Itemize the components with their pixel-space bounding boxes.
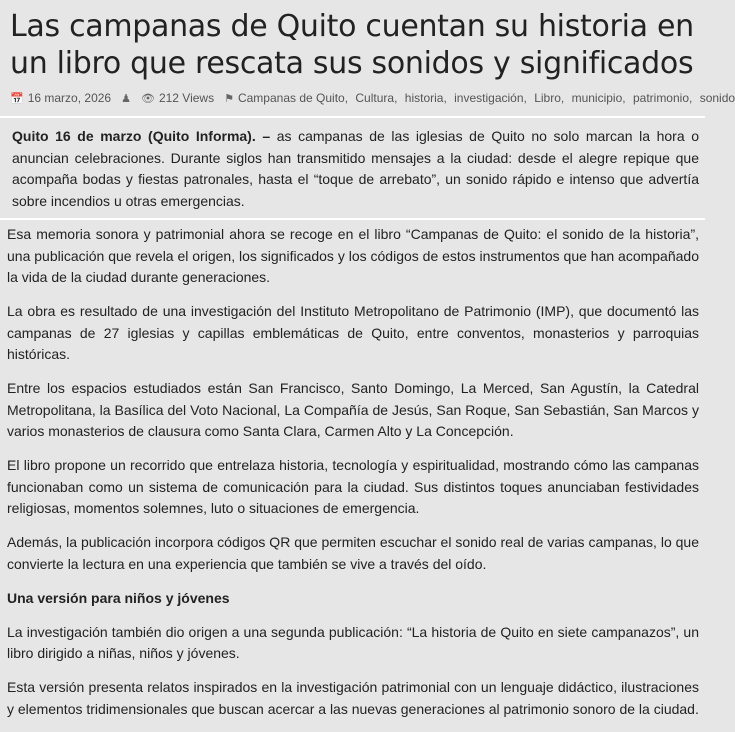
article-title: Las campanas de Quito cuentan su historia en un libro que rescata sus sonidos y significados (10, 9, 694, 81)
views-icon: 👁 (140, 92, 155, 105)
tag-link[interactable]: Cultura (355, 91, 395, 105)
author-icon[interactable]: ♟ (121, 92, 131, 105)
lead-text: as campanas de las iglesias de Quito no solo marcan la hora o anuncian celebraciones. Durante siglos han transmitido mensajes a la ciudad: desde el alegre repique que acompaña bodas y fiestas patronales, hasta el “toque de arrebato”, un sonido rápido e intenso que advertía sobre incendios u otras emergencias. (12, 128, 699, 209)
body-paragraph: Además, la publicación incorpora códigos QR que permiten escuchar el sonido real de varias campanas, lo que convierte la lectura en una experiencia que también se vive a través del oído. (7, 534, 699, 572)
tag-link[interactable]: sonido (699, 91, 735, 105)
article-body (0, 220, 705, 720)
tags-icon: ⚑ (224, 92, 234, 105)
calendar-icon: 📅 (10, 92, 24, 105)
tag-link[interactable]: historia (404, 91, 444, 105)
tag-link[interactable]: investigación (454, 91, 524, 105)
body-paragraph: Entre los espacios estudiados están San Francisco, Santo Domingo, La Merced, San Agustín, la Catedral Metropolitana, la Basílica del Voto Nacional, La Compañía de Jesús, San Roque, San Sebastián, San Marcos y varios monasterios de clausura como Santa Clara, Carmen Alto y La Concepción. (7, 380, 699, 439)
article-meta (0, 82, 735, 108)
section-subheading: Una versión para niños y jóvenes (7, 589, 230, 606)
body-paragraph: La obra es resultado de una investigación del Instituto Metropolitano de Patrimonio (IMP), que documentó las campanas de 27 iglesias y capillas emblemáticas de Quito, entre conventos, monasterios y parroquias históricas. (7, 303, 699, 362)
article-views: 212 Views (158, 91, 215, 105)
lead-dateline: Quito 16 de marzo (Quito Informa). – (12, 128, 271, 144)
body-paragraph: Esta versión presenta relatos inspirados en la investigación patrimonial con un lenguaje didáctico, ilustraciones y elementos tridimensionales que buscan acercar a las nuevas generaciones al patrimonio sonoro de la ciudad. (7, 679, 699, 717)
article-lead (0, 118, 705, 218)
body-paragraph: Esa memoria sonora y patrimonial ahora se recoge en el libro “Campanas de Quito: el sonido de la historia”, una publicación que revela el origen, los significados y los códigos de estos instrumentos que han acompañado la vida de la ciudad durante generaciones. (7, 226, 699, 285)
body-paragraph: El libro propone un recorrido que entrelaza historia, tecnología y espiritualidad, mostrando cómo las campanas funcionaban como un sistema de comunicación para la ciudad. Sus distintos toques anunciaban festividades religiosas, momentos solemnes, luto o situaciones de emergencia. (7, 457, 699, 516)
tag-link[interactable]: patrimonio (632, 91, 689, 105)
tag-link[interactable]: Campanas de Quito (237, 91, 345, 105)
article-date: 16 marzo, 2026 (27, 91, 112, 105)
tag-link[interactable]: Libro (534, 91, 561, 105)
body-paragraph: La investigación también dio origen a una segunda publicación: “La historia de Quito en siete campanazos”, un libro dirigido a niñas, niños y jóvenes. (7, 623, 699, 661)
tag-link[interactable]: municipio (571, 91, 623, 105)
tag-list: Campanas de Quito, Cultura, historia, investigación, Libro, municipio, patrimonio, sonido (237, 91, 735, 105)
